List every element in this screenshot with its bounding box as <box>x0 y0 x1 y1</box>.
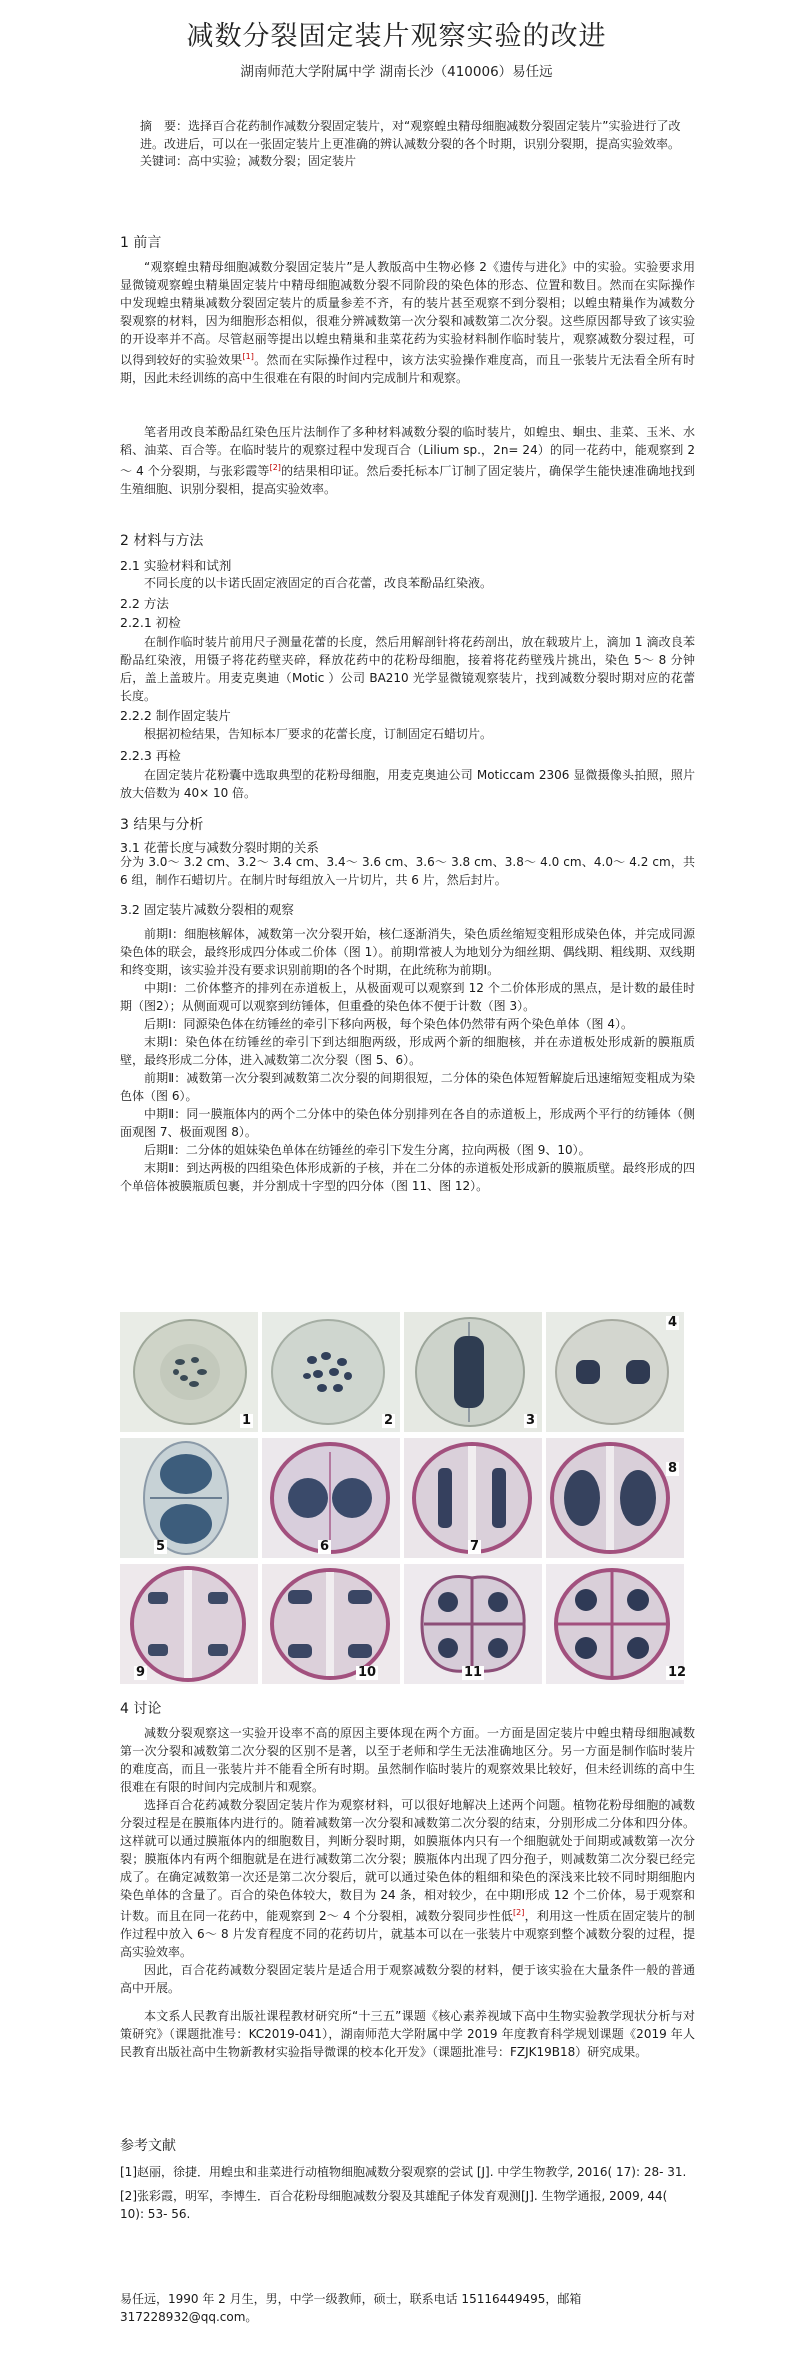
micrograph-11 <box>404 1564 542 1684</box>
materials-paragraph: 不同长度的以卡诺氏固定液固定的百合花蕾，改良苯酚品红染液。 <box>144 576 493 590</box>
references-list <box>120 2163 695 2229</box>
reference-item: [2]张彩霞，明军，李博生．百合花粉母细胞减数分裂及其雄配子体发育观测[J]. 生物学通报, 2009, 44( 10): 53- 56. <box>120 2189 668 2221</box>
section-2-2-2-heading: 2.2.2 制作固定装片 <box>120 708 231 723</box>
intro-paragraph-1 <box>120 258 695 387</box>
section-2-2-1-heading: 2.2.1 初检 <box>120 615 181 630</box>
citation-2[interactable]: [2] <box>269 463 281 472</box>
discussion-paragraphs <box>120 1724 695 2061</box>
section-3-heading: 3 结果与分析 <box>120 817 204 833</box>
micrograph-12 <box>546 1564 687 1684</box>
figure-label-7: 7 <box>470 1539 480 1554</box>
discussion-p2 <box>120 1796 695 1961</box>
section-3-2-heading: 3.2 固定装片减数分裂相的观察 <box>120 902 294 917</box>
intro-p1-text-a: “观察蝗虫精母细胞减数分裂固定装片”是人教版高中生物必修 2《遗传与进化》中的实验。实验要求用显微镜观察蝗虫精巢固定装片中精母细胞减数分裂不同阶段的染色体的形态、位置和数目。然而在实际操作中发现蝗虫精巢减数分裂固定装片的质量参差不齐，有的装片甚至观察不到分裂相；以蝗虫精巢作为减数分裂观察的材料，因为细胞形态相似，很难分辨减数第一次分裂和减数第二次分裂。这些原因都导致了该实验的开设率并不高。尽管赵丽等提出以蝗虫精巢和韭菜花药为实验材料制作临时装片，观察减数分裂过程，可以得到较好的实验效果 <box>120 260 695 367</box>
metaphase-1-text: 中期Ⅰ：二价体整齐的排列在赤道板上，从极面观可以观察到 12 个二价体形成的黑点，是计数的最佳时期（图2）；从侧面观可以观察到纺锤体，但重叠的染色体不便于计数（图 3）。 <box>120 981 695 1013</box>
figure-label-8: 8 <box>668 1461 678 1476</box>
micrograph-10 <box>262 1564 400 1684</box>
figure-label-12: 12 <box>668 1665 687 1680</box>
section-2-2-3-heading: 2.2.3 再检 <box>120 748 181 763</box>
micrograph-5 <box>120 1438 258 1558</box>
keywords-text: 高中实验；减数分裂；固定装片 <box>188 154 357 168</box>
abstract-label: 摘 要： <box>140 119 189 133</box>
keywords-label: 关键词： <box>140 154 189 168</box>
observation-paragraphs <box>120 925 695 1195</box>
metaphase-2-text: 中期Ⅱ：同一膜瓶体内的两个二分体中的染色体分别排列在各自的赤道板上，形成两个平行的纺锤体（侧面观图 7、极面观图 8）。 <box>120 1107 695 1139</box>
section-2-2-heading: 2.2 方法 <box>120 596 169 611</box>
figure-label-11: 11 <box>464 1665 483 1680</box>
abstract-text: 选择百合花药制作减数分裂固定装片，对“观察蝗虫精母细胞减数分裂固定装片”实验进行了改进。改进后，可以在一张固定装片上更准确的辨认减数分裂的各个时期，识别分裂期，提高实验效率。 <box>140 119 681 151</box>
citation-1[interactable]: [1] <box>242 352 254 361</box>
intro-p2-text-b: 的结果相印证。然后委托标本厂订制了固定装片，确保学生能快速准确地找到生殖细胞、识别分裂相，提高实验效率。 <box>120 464 695 496</box>
telophase-1-text: 末期Ⅰ：染色体在纺锤丝的牵引下到达细胞两级，形成两个新的细胞核，并在赤道板处形成新的膜瓶质壁，最终形成二分体，进入减数第二次分裂（图 5、6）。 <box>120 1035 695 1067</box>
anaphase-1-text: 后期Ⅰ：同源染色体在纺锤丝的牵引下移向两极，每个染色体仍然带有两个染色单体（图 4）。 <box>144 1017 633 1031</box>
keywords-paragraph <box>140 153 698 171</box>
article-title: 减数分裂固定装片观察实验的改进 <box>186 21 607 52</box>
abstract-block <box>140 118 698 171</box>
prophase-2-text: 前期Ⅱ：减数第一次分裂到减数第二次分裂的间期很短，二分体的染色体短暂解旋后迅速缩短变粗成为染色体（图 6）。 <box>120 1071 695 1103</box>
citation-2b[interactable]: [2] <box>513 1908 525 1917</box>
prophase-1-text: 前期Ⅰ：细胞核解体，减数第一次分裂开始，核仁逐渐消失，染色质丝缩短变粗形成染色体，并完成同源染色体的联会，最终形成四分体或二价体（图 1）。前期Ⅰ常被人为地划分为细丝期、偶线期、粗线期、双线期和终变期，该实验并没有要求识别前期Ⅰ的各个时期，在此统称为前期Ⅰ。 <box>120 927 695 977</box>
figure-label-4: 4 <box>668 1315 678 1330</box>
slide-making-paragraph: 根据初检结果，告知标本厂要求的花蕾长度，订制固定石蜡切片。 <box>144 727 493 741</box>
micrograph-9 <box>120 1564 258 1684</box>
intro-p2-text-a: 笔者用改良苯酚品红染色压片法制作了多种材料减数分裂的临时装片，如蝗虫、蛔虫、韭菜、玉米、水稻、油菜、百合等。在临时装片的观察过程中发现百合（Lilium sp.，2n= 24）的同一花药中，能观察到 2～ 4 个分裂期，与张彩霞等 <box>120 425 695 478</box>
discussion-p2-text-b: ，利用这一性质在固定装片的制作过程中放入 6～ 8 片发育程度不同的花药切片，就基本可以在一张装片中观察到整个减数分裂的过程，提高实验效率。 <box>120 1909 695 1959</box>
intro-p1-text-b: 。然而在实际操作过程中，该方法实验操作难度高，而且一张装片无法看全所有时期，因此未经训练的高中生很难在有限的时间内完成制片和观察。 <box>120 353 695 385</box>
figure-label-2: 2 <box>384 1413 394 1428</box>
meiosis-figure <box>120 1312 685 1690</box>
micrograph-1 <box>120 1312 258 1432</box>
micrograph-7 <box>404 1438 542 1558</box>
section-3-1-heading: 3.1 花蕾长度与减数分裂时期的关系 <box>120 840 319 855</box>
discussion-p1: 减数分裂观察这一实验开设率不高的原因主要体现在两个方面。一方面是固定装片中蝗虫精母细胞减数第一次分裂和减数第二次分裂的区别不是著，以至于老师和学生无法准确地区分。另一方面是制作临时装片的难度高，而且一张装片并不能看全所有时期。虽然制作临时装片的观察效果比较好，但未经训练的高中生很难在有限的时间内完成制片和观察。 <box>120 1726 695 1794</box>
bud-length-paragraph: 分为 3.0～ 3.2 cm、3.2～ 3.4 cm、3.4～ 3.6 cm、3.6～ 3.8 cm、3.8～ 4.0 cm、4.0～ 4.2 cm，共 6 组，制作石蜡切片。在制片时每组放入一片切片，共 6 片，然后封片。 <box>120 855 695 887</box>
figure-label-1: 1 <box>242 1413 252 1428</box>
section-4-heading: 4 讨论 <box>120 1701 162 1717</box>
figure-label-10: 10 <box>358 1665 377 1680</box>
section-2-1-heading: 2.1 实验材料和试剂 <box>120 558 232 573</box>
reference-item: [1]赵丽，徐捷．用蝗虫和韭菜进行动植物细胞减数分裂观察的尝试 [J]. 中学生物教学, 2016( 17): 28- 31. <box>120 2165 687 2179</box>
anaphase-2-text: 后期Ⅱ：二分体的姐妹染色单体在纺锤丝的牵引下发生分离，拉向两极（图 9、10）。 <box>144 1143 591 1157</box>
section-1-heading: 1 前言 <box>120 235 162 251</box>
initial-check-paragraph: 在制作临时装片前用尺子测量花蕾的长度，然后用解剖针将花药剖出，放在载玻片上，滴加 1 滴改良苯酚品红染液，用镊子将花药壁夹碎，释放花药中的花粉母细胞，接着将花药壁残片挑出，染色 5～ 8 分钟后，盖上盖玻片。用麦克奥迪（Motic ）公司 BA210 光学显微镜观察装片，找到减数分裂时期对应的花蕾长度。 <box>120 635 695 703</box>
figure-label-6: 6 <box>320 1539 330 1554</box>
micrograph-2 <box>262 1312 400 1432</box>
micrograph-8 <box>546 1438 684 1558</box>
author-line: 湖南师范大学附属中学 湖南长沙（410006）易任远 <box>240 64 553 80</box>
figure-label-3: 3 <box>526 1413 536 1428</box>
abstract-paragraph <box>140 118 698 153</box>
funding-note: 本文系人民教育出版社课程教材研究所“十三五”课题《核心素养视域下高中生物实验教学现状分析与对策研究》（课题批准号：KC2019-041），湖南师范大学附属中学 2019 年度教育科学规划课题《2019 年人民教育出版社高中生物新教材实验指导微课的校本化开发》（课题批准号：FZJK19B18）研究成果。 <box>120 2009 695 2059</box>
telophase-2-text: 末期Ⅱ：到达两极的四组染色体形成新的子核，并在二分体的赤道板处形成新的膜瓶质壁。最终形成的四个单倍体被膜瓶质包裹，并分割成十字型的四分体（图 11、图 12）。 <box>120 1161 695 1193</box>
micrograph-4 <box>546 1312 684 1432</box>
author-bio: 易任远，1990 年 2 月生，男，中学一级教师，硕士，联系电话 15116449495，邮箱 317228932@qq.com。 <box>120 2292 582 2324</box>
micrograph-3 <box>404 1312 542 1432</box>
intro-paragraph-2 <box>120 423 695 498</box>
section-2-heading: 2 材料与方法 <box>120 533 204 549</box>
references-heading: 参考文献 <box>120 2138 176 2154</box>
figure-label-9: 9 <box>136 1665 146 1680</box>
micrograph-1-image <box>120 1312 258 1432</box>
recheck-paragraph: 在固定装片花粉囊中选取典型的花粉母细胞，用麦克奥迪公司 Moticcam 2306 显微摄像头拍照，照片放大倍数为 40× 10 倍。 <box>120 768 695 800</box>
discussion-p2-text-a: 选择百合花药减数分裂固定装片作为观察材料，可以很好地解决上述两个问题。植物花粉母细胞的减数分裂过程是在膜瓶体内进行的。随着减数第一次分裂和减数第二次分裂的结束，分别形成二分体和四分体。这样就可以通过膜瓶体内的细胞数目，判断分裂时期，如膜瓶体内只有一个细胞就处于间期或减数第一次分裂；膜瓶体内有两个细胞就是在进行减数第二次分裂；膜瓶体内出现了四分孢子，则减数第二次分裂已经完成了。在确定减数第一次还是第二次分裂后，就可以通过染色体的粗细和染色的深浅来比较不同时期细胞内染色单体的含量了。百合的染色体较大，数目为 24 条，相对较少，在中期Ⅰ形成 12 个二价体，易于观察和计数。而且在同一花药中，能观察到 2～ 4 个分裂相，减数分裂同步性低 <box>120 1798 695 1923</box>
figure-label-5: 5 <box>156 1539 166 1554</box>
discussion-p3: 因此，百合花药减数分裂固定装片是适合用于观察减数分裂的材料，便于该实验在大量条件一般的普通高中开展。 <box>120 1963 695 1995</box>
micrograph-6 <box>262 1438 400 1558</box>
